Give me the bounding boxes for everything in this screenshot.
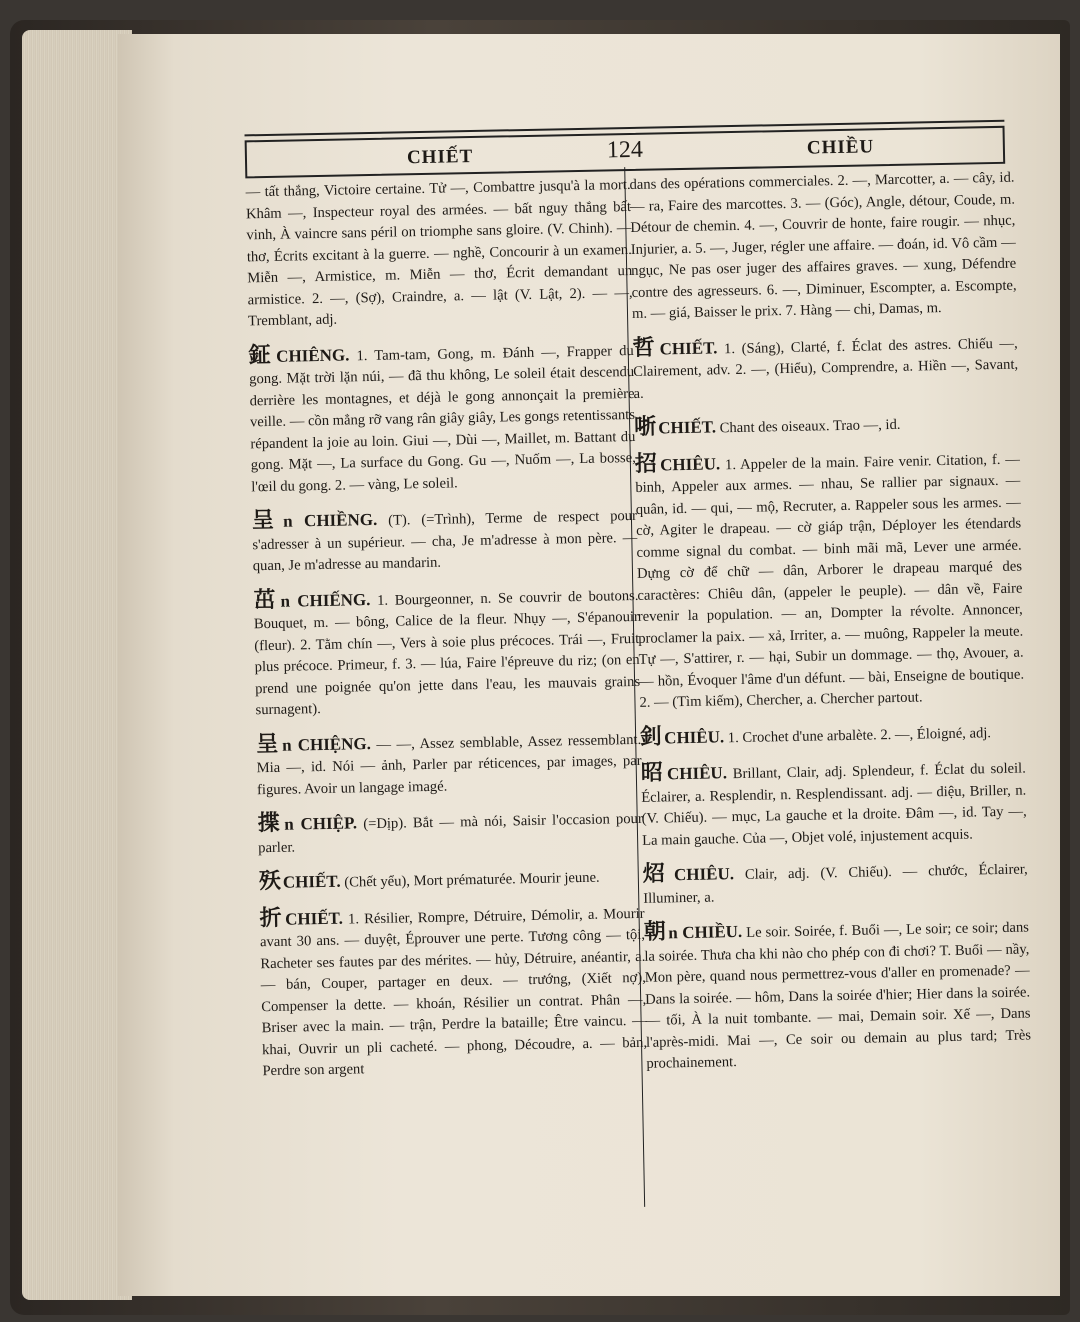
page-content	[236, 95, 1080, 1322]
entry-text: 1. Tam-tam, Gong, m. Đánh —, Frapper du gong. Mặt trời lặn núi, — đã thu không, Le soleil était descendu derrière les montagnes, et déjà le gong annonçait la première veille. — cồn mẳng rỡ vang rân giây giây, Les gongs retentissants répandent la joie au loin. Giui —, Dùi —, Maillet, m. Battant du gong. Mặt —, La surface du Gong. Gu —, Nuốm —, La bosse, l'œil du gong. 2. — vàng, Le soleil.	[249, 342, 636, 495]
headword: CHIÊU.	[673, 864, 735, 885]
han-character: 呈	[255, 730, 281, 756]
headword: n CHIỀNG.	[282, 509, 378, 531]
dictionary-entry	[249, 336, 637, 498]
dictionary-entry	[635, 445, 1025, 714]
headword: CHIÊU.	[666, 763, 728, 784]
entry-text: 1. Résilier, Rompre, Détruire, Démolir, a. Mourir avant 30 ans. — duyệt, Éprouver une perte. Tương công — tội, Racheter ses fautes par des mérites. — hủy, Détruire, anéantir, a. — bán, Couper, partager en deux. — trướng, (Xiết nợ), Compenser la dette. — khoán, Résilier un contrat. Phân —, Briser avec la main. — trận, Perdre la bataille; Être vaincu. — khai, Ouvrir un pli cacheté. — phong, Découdre, a. — bản, Perdre son argent	[259, 905, 648, 1080]
han-character: 揲	[257, 809, 283, 836]
entry-text: — —, Assez semblable, Assez ressemblant. Mia —, id. Nói — ảnh, Parler par réticences, par images, par figures. Avoir un langage imagé.	[256, 731, 642, 798]
entry-text: 1. (Sáng), Clarté, f. Éclat des astres. Chiếu —, Clairement, adv. 2. —, (Hiểu), Comprendre, a. Hiền —, Savant, a.	[632, 335, 1019, 402]
dictionary-entry	[629, 168, 1017, 326]
headword: CHIÊNG.	[276, 344, 350, 366]
dictionary-entry	[640, 718, 1025, 751]
entry-text: Chant des oiseaux. Trao —, id.	[719, 416, 901, 437]
dictionary-page	[118, 34, 1060, 1296]
entry-text: 1. Crochet d'une arbalète. 2. —, Éloigné, adj.	[727, 724, 992, 746]
dictionary-entry	[253, 581, 640, 721]
headword: CHIẾT.	[658, 417, 717, 438]
entry-text: dans des opérations commerciales. 2. —, Marcotter, a. — cây, id. — ra, Faire des marcottes. 3. — (Góc), Angle, détour, Coude, m. Détour de chemin. 4. —, Couvrir de honte, faire rougir. — nhục, Injurier, a. 5. —, Juger, régler une affaire. — đoán, id. Vô cầm — ngục, Ne pas oser juger des affaires graves. — xung, Défendre contre des agresseurs. 6. —, Diminuer, Escompter, a. Escompte, m. — giá, Baisser le prix. 7. Hàng — chi, Damas, m.	[629, 169, 1017, 322]
header-right-word: CHIỀU	[806, 136, 875, 159]
han-character: 殀	[258, 867, 282, 894]
headword: CHIÊU.	[659, 453, 721, 474]
headword: n CHIẾNG.	[280, 589, 371, 611]
page-number: 124	[606, 136, 644, 164]
entry-text: 1. Appeler de la main. Faire venir. Citation, f. — binh, Appeler aux armes. — nhau, Se rallier par signaux. — quân, id. — qui, — mộ, Recruter, a. Rappeler sous les armes. — cờ, Agiter le drapeau. — cờ giáp trận, Déployer les étendards comme signal du combat. — binh mãi mã, Lever une armée. Dựng cờ để chữ — dân, Arborer le drapeau marqué des caractères: Chiêu dân, (appeler le peuple). — dân về, Faire revenir la population. — an, Dompter la révolte. Annoncer, proclamer la paix. — xả, Irriter, a. — muông, Rappeler la meute. Tự —, S'attirer, r. — hại, Subir un dommage. — thọ, Avouer, a. — hồn, Évoquer l'âme d'un défunt. — bài, Enseigne de boutique. 2. — (Tìm kiếm), Chercher, a. Chercher partout.	[635, 451, 1025, 711]
entry-text: — tất thắng, Victoire certaine. Tử —, Combattre jusqu'à la mort. Khâm —, Inspecteur royal des armées. — bất nguy thắng bất vinh, À vaincre sans péril on triomphe sans gloire. (V. Chinh). — thơ, Écrits excitant à la guerre. — nghề, Concourir à un examen. Miễn —, Armistice, m. Miễn — thơ, Écrit demandant un armistice. 2. —, (Sợ), Craindre, a. — lật (V. Lật, 2). — —, Tremblant, adj.	[245, 176, 633, 330]
dictionary-entry	[259, 863, 644, 896]
headword: CHIÊU.	[663, 726, 725, 747]
headword: n CHIỆP.	[284, 813, 358, 834]
entry-text: (Chết yểu), Mort prématurée. Mourir jeune.	[344, 869, 600, 891]
entry-text: Brillant, Clair, adj. Splendeur, f. Éclat du soleil. Éclairer, a. Resplendir, n. Resplendissant. adj. — diệu, Briller, n. (V. Chiếu). — mục, La gauche et la droite. Đâm —, id. Tay —, La main gauche. Của —, Objet volé, injustement acquis.	[641, 760, 1027, 849]
dictionary-entry	[634, 409, 1019, 442]
han-character: 釗	[639, 722, 663, 749]
headword: n CHIỆNG.	[281, 733, 372, 755]
entry-text: (=Dịp). Bắt — mà nói, Saisir l'occasion pour parler.	[258, 810, 643, 856]
dictionary-entry	[644, 913, 1032, 1075]
dictionary-entry	[256, 725, 642, 801]
dictionary-entry	[259, 899, 647, 1082]
han-character: 呈	[251, 506, 282, 533]
entry-text: 1. Bourgeonner, n. Se couvrir de boutons. Bouquet, m. — bông, Calice de la fleur. Nhụy —, S'épanouir (fleur). 2. Tằm chín —, Vers à soie plus précoces. Trái —, Fruit plus précoce. Primeur, f. 3. — lúa, Faire l'épreuve du riz; (on en prend une poignée qu'on jette dans l'eau, les mauvais grains surnagent).	[253, 587, 641, 719]
dictionary-entry	[252, 502, 638, 578]
dictionary-entry	[643, 855, 1029, 909]
han-character: 鉦	[248, 341, 275, 367]
han-character: 哲	[632, 333, 658, 360]
han-character: 昭	[640, 759, 666, 785]
dictionary-entry	[258, 805, 644, 859]
dictionary-entry	[641, 755, 1028, 852]
entry-text: Le soir. Soirée, f. Buổi —, Le soir; ce soir; dans la soirée. Thưa cha khi nào cho phép con đi chơi? T. Buổi — nầy, Mon père, quand nous permettrez-vous d'aller en promenade? — Dans la soirée. — hôm, Dans la soirée d'hier; Hier dans la soirée. — tối, À la nuit tombante. — mai, Demain soir. Xế —, Dans l'après-midi. Mai —, Ce soir ou demain au plus tard; Très prochainement.	[644, 919, 1032, 1072]
han-character: 朝	[643, 918, 667, 944]
right-column	[629, 168, 1031, 1087]
left-column	[245, 175, 647, 1094]
headword: CHIẾT.	[284, 908, 344, 929]
han-character: 哳	[633, 413, 657, 439]
header-left-word: CHIẾT	[406, 146, 474, 169]
dictionary-entry	[632, 329, 1018, 405]
page-edges	[22, 30, 132, 1300]
han-character: 炤	[642, 860, 673, 886]
han-character: 折	[259, 904, 284, 930]
headword: CHIẾT.	[659, 337, 718, 358]
han-character: 茁	[253, 586, 279, 612]
entry-text: Clair, adj. (V. Chiếu). — chước, Éclairer, Illuminer, a.	[643, 861, 1028, 907]
han-character: 招	[634, 450, 659, 476]
entry-text: (T). (=Trình), Terme de respect pour s'adresser à un supérieur. — cha, Je m'adresse à mon père. — quan, Je m'adresse au mandarin.	[252, 507, 638, 575]
headword: CHIẾT.	[282, 871, 341, 892]
dictionary-entry	[245, 175, 633, 333]
headword: n CHIỀU.	[668, 921, 743, 943]
